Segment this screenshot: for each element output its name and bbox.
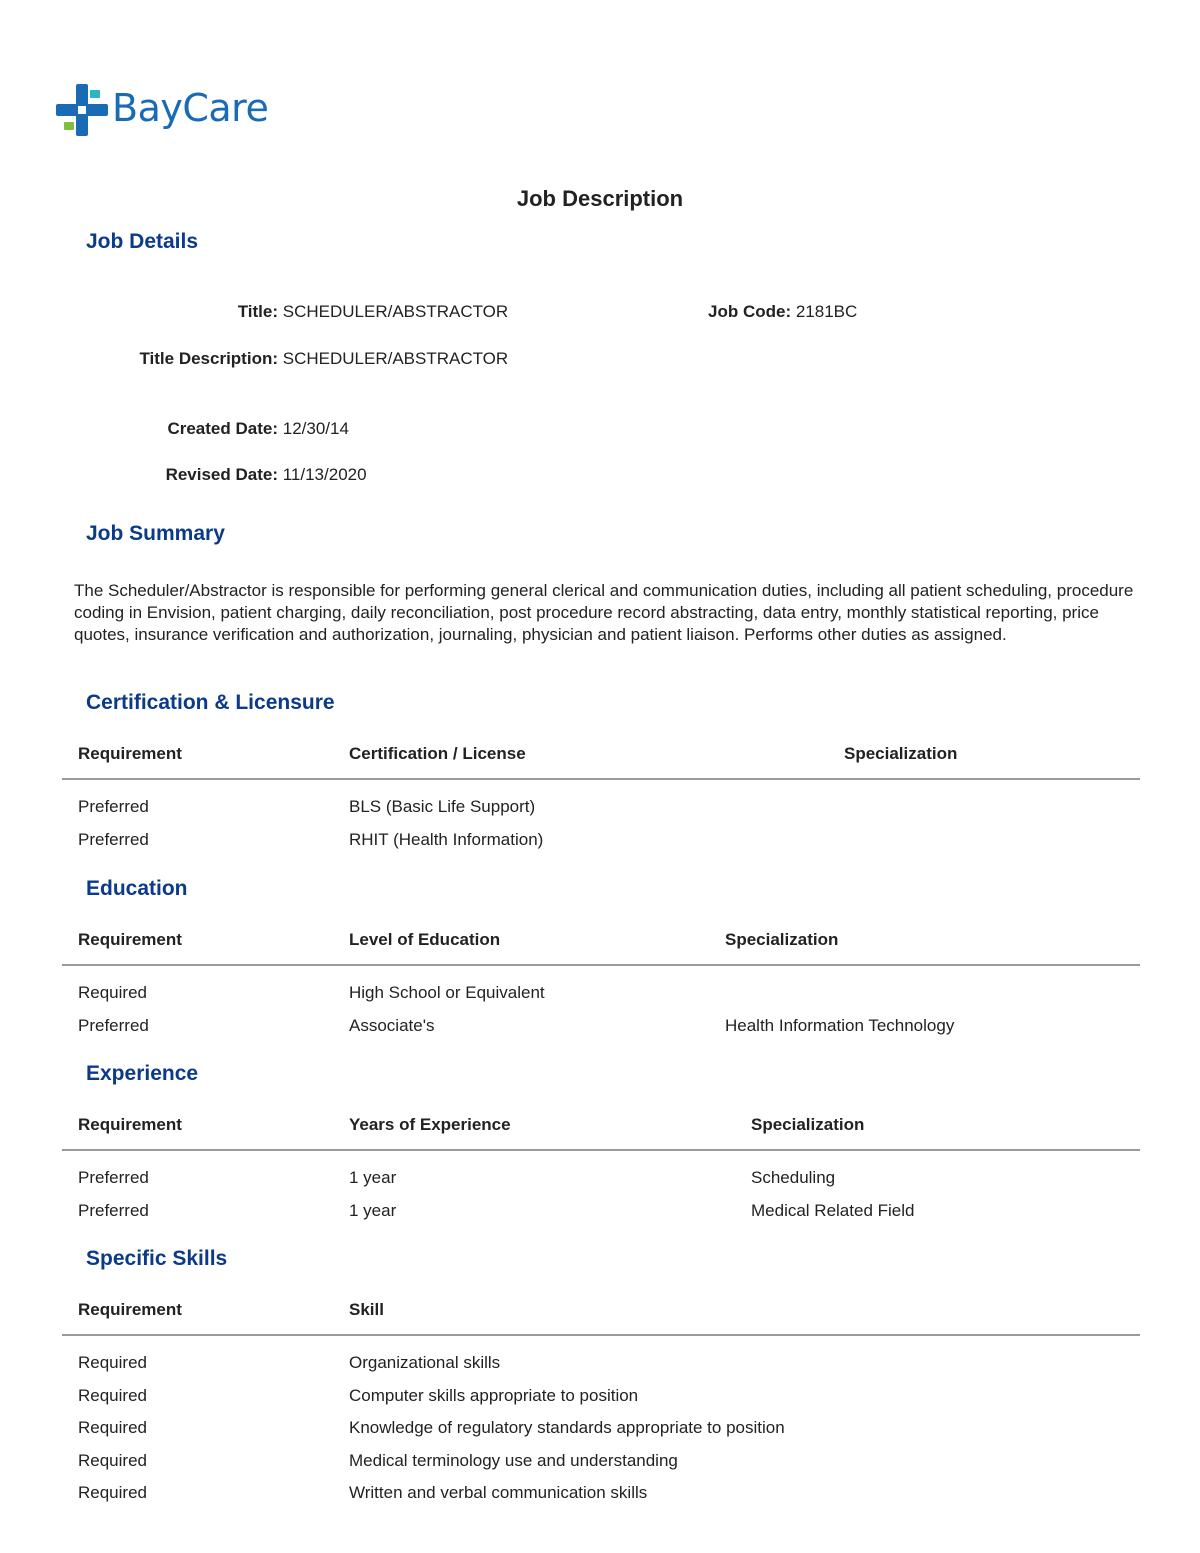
baycare-logo xyxy=(54,82,269,152)
table-cell: Preferred xyxy=(78,797,149,816)
table-cell: Organizational skills xyxy=(349,1353,501,1372)
table-row xyxy=(62,1353,1140,1386)
column-header: Certification / License xyxy=(349,744,526,763)
column-header: Years of Experience xyxy=(349,1115,511,1134)
table-header xyxy=(62,738,1140,780)
table-cell: Written and verbal communication skills xyxy=(349,1483,648,1502)
table-cell: Required xyxy=(78,1353,147,1372)
revised-date-value: 11/13/2020 xyxy=(282,465,367,484)
column-header: Specialization xyxy=(725,930,839,949)
table-cell: 1 year xyxy=(349,1200,397,1220)
title-field xyxy=(110,302,508,322)
document-title: Job Description xyxy=(516,186,684,211)
job-code-value: 2181BC xyxy=(795,302,858,321)
table-row xyxy=(62,1451,1140,1484)
table-header xyxy=(62,924,1140,966)
table-row xyxy=(62,830,1140,863)
title-description-field xyxy=(110,349,508,369)
title-value: SCHEDULER/ABSTRACTOR xyxy=(282,302,509,321)
table-cell: Knowledge of regulatory standards appropriate to position xyxy=(349,1418,785,1437)
column-header: Requirement xyxy=(78,744,182,763)
table-cell: Required xyxy=(78,1450,147,1470)
title-description-label: Title Description: xyxy=(139,349,278,368)
table-header xyxy=(62,1109,1140,1151)
table-row xyxy=(62,797,1140,830)
table-cell: Medical Related Field xyxy=(751,1200,915,1220)
baycare-logo-text: BayCare xyxy=(112,86,269,130)
table-row xyxy=(62,1016,1140,1049)
table-header xyxy=(62,1294,1140,1336)
table-cell: Required xyxy=(78,1418,147,1437)
created-date-label: Created Date: xyxy=(167,419,278,438)
table-cell: Associate's xyxy=(349,1015,435,1035)
column-header: Skill xyxy=(349,1300,384,1319)
column-header: Level of Education xyxy=(349,930,501,949)
table-row xyxy=(62,1483,1140,1516)
job-details-heading: Job Details xyxy=(86,230,199,253)
certification-table xyxy=(62,738,1140,862)
table-cell: Scheduling xyxy=(751,1168,836,1187)
table-cell: BLS (Basic Life Support) xyxy=(349,797,536,816)
table-cell: Required xyxy=(78,1385,147,1405)
table-row xyxy=(62,1168,1140,1201)
job-summary-heading: Job Summary xyxy=(86,522,225,545)
table-cell: Computer skills appropriate to position xyxy=(349,1385,639,1405)
experience-table xyxy=(62,1109,1140,1233)
table-row xyxy=(62,1201,1140,1234)
job-code-label: Job Code: xyxy=(708,302,792,321)
job-summary-text: The Scheduler/Abstractor is responsible for performing general clerical and communication duties, including all patient scheduling, procedure coding in Envision, patient charging, daily reconciliation, post procedure record abstracting, data entry, monthly statistical reporting, price quotes, insurance verification and authorization, journaling, physician and patient liaison. Performs other duties as assigned. xyxy=(74,581,1134,644)
table-cell: RHIT (Health Information) xyxy=(349,829,544,849)
title-label: Title: xyxy=(237,302,278,321)
experience-heading: Experience xyxy=(86,1062,199,1085)
table-cell: Preferred xyxy=(78,1015,149,1035)
column-header: Requirement xyxy=(78,930,182,949)
table-row xyxy=(62,983,1140,1016)
column-header: Requirement xyxy=(78,1300,182,1319)
column-header: Requirement xyxy=(78,1115,182,1134)
revised-date-field xyxy=(110,465,367,485)
title-description-value: SCHEDULER/ABSTRACTOR xyxy=(282,349,509,368)
certification-heading: Certification & Licensure xyxy=(86,691,335,714)
table-row xyxy=(62,1386,1140,1419)
table-row xyxy=(62,1418,1140,1451)
table-cell: Required xyxy=(78,1483,147,1502)
table-cell: Required xyxy=(78,983,147,1002)
table-cell: High School or Equivalent xyxy=(349,983,545,1002)
table-cell: Preferred xyxy=(78,1168,149,1187)
created-date-field xyxy=(110,419,349,439)
job-code-field xyxy=(708,302,857,322)
education-heading: Education xyxy=(86,877,188,900)
baycare-cross-icon xyxy=(54,82,110,138)
education-table xyxy=(62,924,1140,1048)
specific-skills-heading: Specific Skills xyxy=(86,1247,228,1270)
column-header: Specialization xyxy=(751,1115,865,1134)
created-date-value: 12/30/14 xyxy=(282,419,349,438)
revised-date-label: Revised Date: xyxy=(165,465,278,484)
table-cell: Health Information Technology xyxy=(725,1015,955,1035)
table-cell: Preferred xyxy=(78,829,149,849)
table-cell: Preferred xyxy=(78,1200,149,1220)
table-cell: 1 year xyxy=(349,1168,397,1187)
skills-table xyxy=(62,1294,1140,1516)
table-cell: Medical terminology use and understanding xyxy=(349,1450,678,1470)
column-header: Specialization xyxy=(844,744,958,763)
